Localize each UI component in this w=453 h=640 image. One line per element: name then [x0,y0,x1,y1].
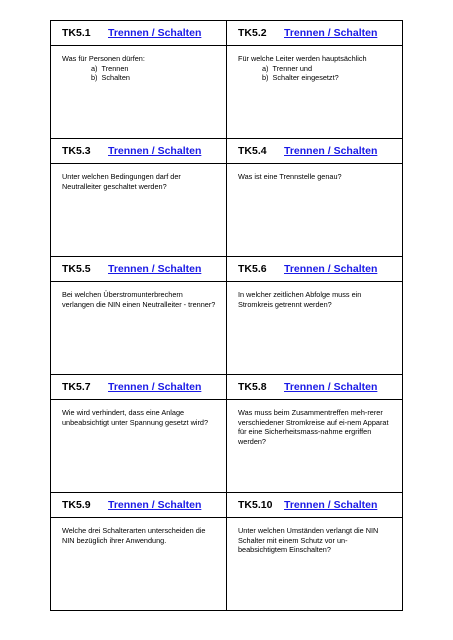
card-header [227,139,402,164]
card-topic-link[interactable]: Trennen / Schalten [108,27,202,39]
card-grid [50,20,403,611]
card-code: TK5.7 [62,381,91,393]
card-topic-link[interactable]: Trennen / Schalten [108,381,202,393]
card-header [51,375,226,400]
card-question: Was muss beim Zusammentreffen meh-rerer verschiedener Stromkreise auf ei-nem Apparat für eine Sicherheitsmass-nahme ergriffen werden? [238,408,389,446]
card-code: TK5.5 [62,263,91,275]
question-text: Für welche Leiter werden hauptsächlich [238,54,367,63]
card-question: Wie wird verhindert, dass eine Anlage unbeabsichtigt unter Spannung gesetzt wird? [62,408,209,427]
option-list [91,64,216,83]
card-code: TK5.4 [238,145,267,157]
option-list [262,64,392,83]
card-topic-link[interactable]: Trennen / Schalten [284,145,378,157]
card-row [51,375,403,493]
card-tk5-5 [51,257,227,375]
card-tk5-10 [227,493,403,611]
card-question: Unter welchen Bedingungen darf der Neutralleiter geschaltet werden? [62,172,181,191]
option-b: b) Schalter eingesetzt? [262,73,339,83]
card-code: TK5.2 [238,27,267,39]
card-header [227,493,402,518]
card-question: In welcher zeitlichen Abfolge muss ein Stromkreis getrennt werden? [238,290,362,309]
option-a: a) Trennen [91,63,129,73]
card-question [51,46,226,83]
card-tk5-4 [227,139,403,257]
card-topic-link[interactable]: Trennen / Schalten [284,499,378,511]
card-question: Bei welchen Überstromunterbrechern verlangen die NIN einen Neutralleiter - trenner? [62,290,216,309]
card-code: TK5.1 [62,27,91,39]
card-header [227,257,402,282]
card-question [227,46,402,83]
card-topic-link[interactable]: Trennen / Schalten [108,499,202,511]
card-tk5-1 [51,21,227,139]
card-tk5-8 [227,375,403,493]
card-header [227,375,402,400]
card-row [51,21,403,139]
card-code: TK5.8 [238,381,267,393]
card-topic-link[interactable]: Trennen / Schalten [108,145,202,157]
card-code: TK5.6 [238,263,267,275]
card-question: Welche drei Schalterarten unterscheiden die NIN bezüglich ihrer Anwendung. [62,526,206,545]
card-tk5-7 [51,375,227,493]
card-question: Unter welchen Umständen verlangt die NIN Schalter mit einem Schutz vor un-beabsichtigtem Einschalten? [238,526,379,555]
card-tk5-2 [227,21,403,139]
card-header [51,139,226,164]
option-a: a) Trenner und [262,63,313,73]
card-question: Was ist eine Trennstelle genau? [238,172,342,181]
option-b: b) Schalten [91,73,130,83]
card-topic-link[interactable]: Trennen / Schalten [108,263,202,275]
card-header [227,21,402,46]
question-text: Was für Personen dürfen: [62,54,145,63]
card-tk5-9 [51,493,227,611]
card-code: TK5.9 [62,499,91,511]
card-header [51,257,226,282]
card-tk5-6 [227,257,403,375]
card-header [51,493,226,518]
card-topic-link[interactable]: Trennen / Schalten [284,381,378,393]
card-row [51,493,403,611]
card-header [51,21,226,46]
card-row [51,139,403,257]
card-tk5-3 [51,139,227,257]
card-code: TK5.3 [62,145,91,157]
card-code: TK5.10 [238,499,273,511]
card-topic-link[interactable]: Trennen / Schalten [284,27,378,39]
card-topic-link[interactable]: Trennen / Schalten [284,263,378,275]
card-row [51,257,403,375]
